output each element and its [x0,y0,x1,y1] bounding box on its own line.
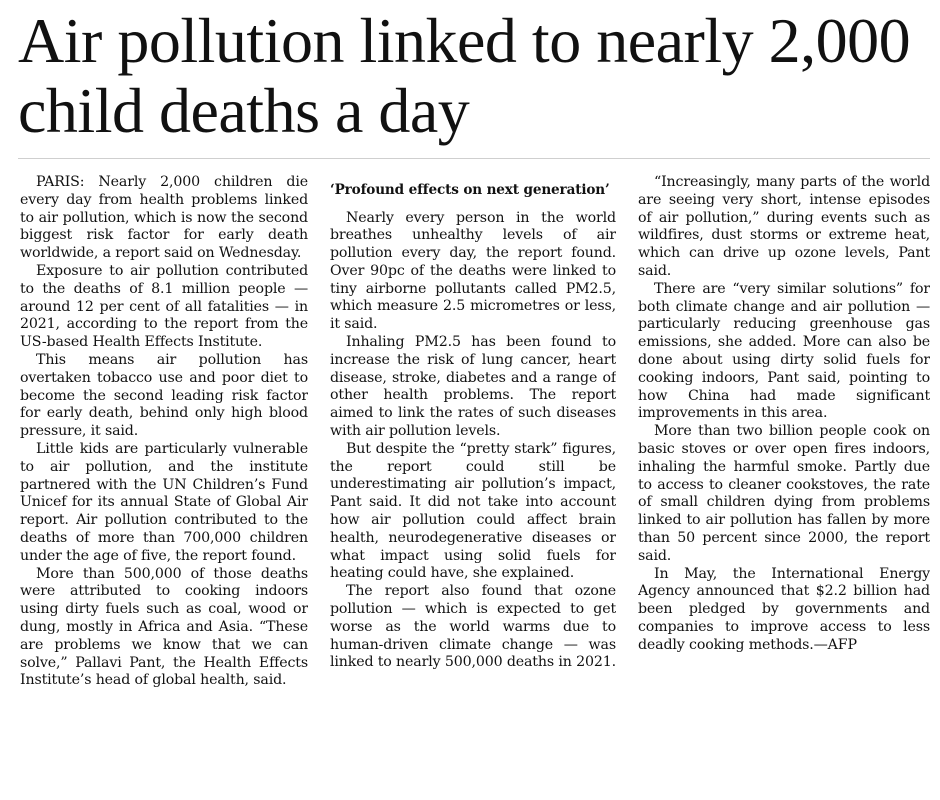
headline: Air pollution linked to nearly 2,000 child deaths a day [18,5,911,146]
paragraph: But despite the “pretty stark” figures, the report could still be underestimating air pollution’s impact, Pant said. It did not take into account how air pollution could affect brain health, neurodegenerative diseases or what impact using solid fuels for heating could have, she explained. [330,440,616,582]
paragraph: More than 500,000 of those deaths were attributed to cooking indoors using dirty fuels such as coal, wood or dung, mostly in Africa and Asia. “These are problems we know that we can solve,” Pallavi Pant, the Health Effects Institute’s head of global health, said. [20,565,308,689]
paragraph: PARIS: Nearly 2,000 children die every day from health problems linked to air pollution, which is now the second biggest risk factor for early death worldwide, a report said on Wednesday. [20,174,308,262]
subheading: ‘Profound effects on next generation’ [330,182,610,198]
paragraph: Inhaling PM2.5 has been found to increase the risk of lung cancer, heart disease, stroke, diabetes and a range of other health problems. The report aimed to link the rates of such diseases with air pollution levels. [330,334,616,440]
paragraph: This means air pollution has overtaken tobacco use and poor diet to become the second leading risk factor for early death, behind only high blood pressure, it said. [20,351,308,440]
paragraph: Exposure to air pollution contributed to the deaths of 8.1 million people — around 12 per cent of all fatalities — in 2021, according to the report from the US-based Health Effects Institute. [20,262,308,351]
paragraph: Little kids are particularly vulnerable to air pollution, and the institute partnered with the UN Children’s Fund Unicef for its annual State of Global Air report. Air pollution contributed to the deaths of more than 700,000 children under the age of five, the report found. [20,440,308,564]
article-column-1 [20,174,308,794]
article-column-3 [638,174,930,794]
paragraph: The report also found that ozone pollution — which is expected to get worse as the world warms due to human-driven climate change — was linked to nearly 500,000 deaths in 2021. [330,583,616,671]
paragraph: In May, the International Energy Agency announced that $2.2 billion had been pledged by governments and companies to improve access to less deadly cooking methods.—AFP [638,565,930,653]
paragraph: “Increasingly, many parts of the world are seeing very short, intense episodes of air pollution,” during events such as wildfires, dust storms or extreme heat, which can drive up ozone levels, Pant said. [638,174,930,279]
paragraph: There are “very similar solutions” for both climate change and air pollution — particularly reducing greenhouse gas emissions, she added. More can also be done about using dirty solid fuels for cooking indoors, Pant said, pointing to how China had made significant improvements in this area. [638,280,930,422]
paragraph: Nearly every person in the world breathes unhealthy levels of air pollution every day, the report found. Over 90pc of the deaths were linked to tiny airborne pollutants called PM2.5, which measure 2.5 micrometres or less, it said. [330,209,616,333]
paragraph: More than two billion people cook on basic stoves or over open fires indoors, inhaling the harmful smoke. Partly due to access to cleaner cookstoves, the rate of small children dying from problems linked to air pollution has fallen by more than 50 percent since 2000, the report said. [638,423,930,564]
headline-rule [18,158,930,159]
article-column-2 [330,174,616,794]
